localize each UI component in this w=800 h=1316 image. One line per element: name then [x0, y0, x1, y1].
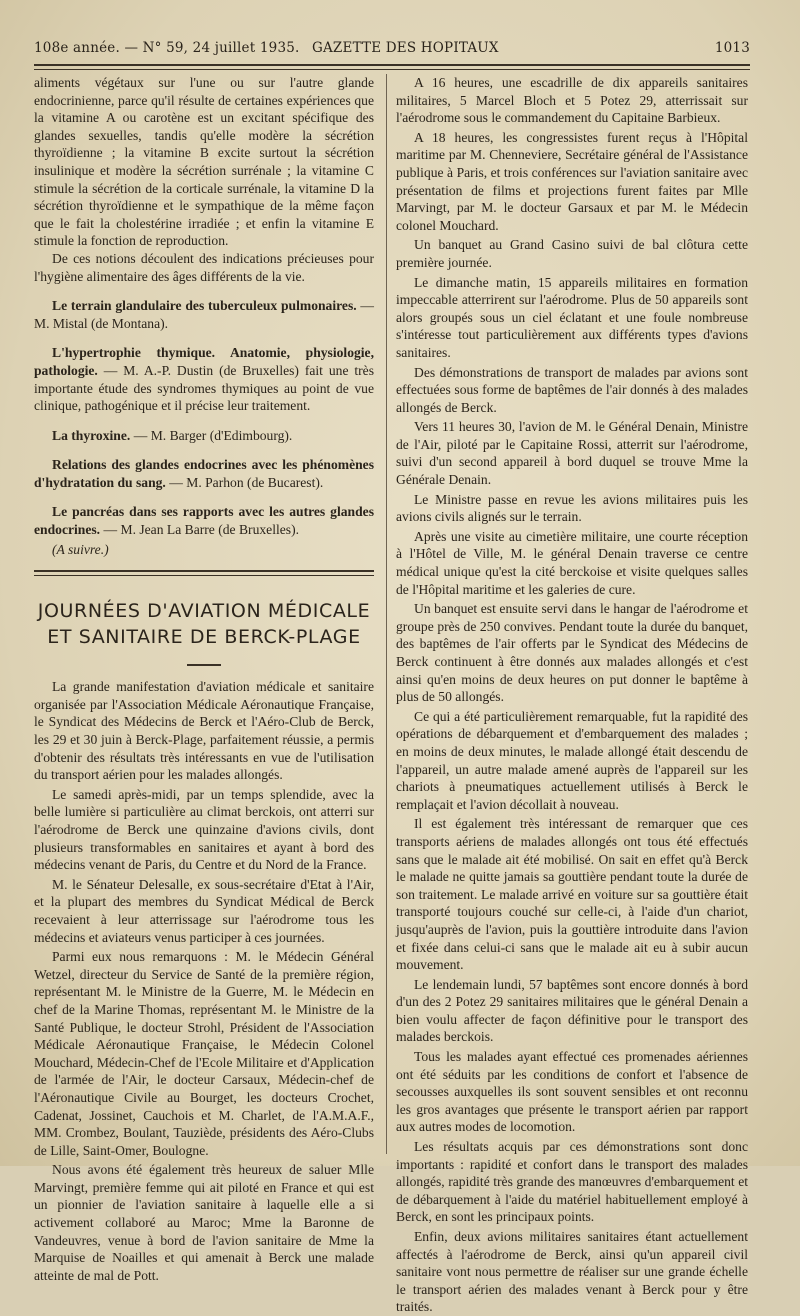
entry-hydration — [34, 456, 374, 491]
article-paragraph: Les résultats acquis par ces démonstrations sont donc importants : rapidité et confort dans le transport des malades allongés, rapidité très grande des manœuvres d'embarquement et de débarquement à l'aide du matériel habituellement employé à Berck, en sont les principaux points. — [396, 1139, 748, 1225]
right-column — [396, 74, 748, 1316]
entry-author: — M. Parhon (de Bucarest). — [169, 474, 324, 490]
to-be-continued: (A suivre.) — [52, 541, 109, 557]
article-paragraph: Ce qui a été particulièrement remarquable, fut la rapidité des opérations de débarquement et d'embarquement des malades ; en moins de deux minutes, le malade allongé était descendu de l'appareil, un autre malade amené auprès de l'appareil sur les chariots à pneumatiques actuellement utilisés à Berck le remplaçait et l'avion décollait à nouveau. — [396, 708, 748, 812]
intro-paragraph: aliments végétaux sur l'une ou sur l'autre glande endocrinienne, parce qu'il résulte de certaines expériences que la vitamine A ou carotène est un excitant spécifique des glandes sexuelles, tandis qu'elle modère la sécrétion thyroïdienne ; la vitamine B excite surtout la sécrétion insulinique et modère la sécrétion surrénale ; la vitamine C stimule la sécrétion de la corticale surrénale, la vitamine D la sécrétion thyroïdienne et le sympathique de la même façon que le fait la cholestérine irradiée ; et enfin la vitamine E stimule la fonction de reproduction. — [34, 75, 374, 249]
entry-thymus — [34, 344, 374, 414]
entry-author: — M. Jean La Barre (de Bruxelles). — [103, 522, 300, 538]
article-paragraph: Un banquet est ensuite servi dans le hangar de l'aérodrome et groupe près de 250 convives. Pendant toute la durée du banquet, des baptêmes de l'air offerts par le Syndicat des Médecins de Berck continuent à être donnés aux malades allongés et c'est ainsi qu'en moins de deux heures on put donner le baptême à plus de 50 allongés. — [396, 601, 748, 705]
article-paragraph: Après une visite au cimetière militaire, une courte réception à l'Hôtel de Ville, M. le général Denain traverse ce centre médical unique qu'est la cité berckoise et visite quelques salles de l'Hôpital maritime et les galeries de cure. — [396, 528, 748, 597]
left-column — [34, 74, 374, 1284]
entry-title: La thyroxine. — [52, 427, 131, 443]
entry-author: — M. Barger (d'Edimbourg). — [133, 427, 293, 443]
entry-terrain — [34, 297, 374, 332]
section-rule — [34, 570, 374, 576]
article-paragraph: M. le Sénateur Delesalle, ex sous-secrétaire d'Etat à l'Air, et la plupart des membres du Syndicat Médical de Berck recevaient à leur atterrissage sur l'aérodrome tous les médecins et aviateurs venus participer à ces journées. — [34, 876, 374, 945]
article-paragraph: Il est également très intéressant de remarquer que ces transports aériens de malades allongés ont tous été effectués sans que le malade ait été mobilisé. On sait en effet qu'à Berck le malade ne quitte jamais sa gouttière pendant toute la durée de son traitement. Le malade arrivé en voiture sur sa gouttière était transporté toujours couché sur celle-ci, à l'aide d'un chariot, jusqu'auprès de l'avion, puis la gouttière introduite dans l'avion et fixée dans celui-ci sans que le malade ait eu à subir aucun mouvement. — [396, 816, 748, 973]
entry-title: Relations des glandes endocrines avec les phénomènes d'hydratation du sang. — [34, 457, 374, 490]
article-paragraph: A 16 heures, une escadrille de dix appareils sanitaires militaires, 5 Marcel Bloch et 5 Potez 29, atterrissait sur l'aérodrome sous le commandement du Capitaine Barbieux. — [396, 75, 748, 126]
article-paragraph: A 18 heures, les congressistes furent reçus à l'Hôpital maritime par M. Chenneviere, Secrétaire général de l'Assistance publique à Paris, et trois conférences sur l'aviation sanitaire avec présentation de films et projections furent faites par Mlle Marvingt, par M. le docteur Garsaux et par M. le Médecin colonel Mouchard. — [396, 129, 748, 233]
journal-title: GAZETTE DES HOPITAUX — [312, 40, 499, 56]
article-paragraph: Un banquet au Grand Casino suivi de bal clôtura cette première journée. — [396, 237, 748, 270]
entry-author: — M. A.-P. Dustin (de Bruxelles) fait une très importante étude des syndromes thymiques au point de vue clinique, pathogénique et il précise leur traitement. — [34, 362, 374, 414]
article-paragraph: Enfin, deux avions militaires sanitaires étant actuellement affectés à l'aérodrome de Berck, ainsi qu'un appareil civil sanitaire vont nous permettre de réaliser sur une grande échelle le transport aérien des malades venant à Berck pour y être traités. — [396, 1229, 748, 1315]
article-title: JOURNÉES D'AVIATION MÉDICALE ET SANITAIRE DE BERCK-PLAGE — [37, 600, 371, 649]
entry-title: Le terrain glandulaire des tuberculeux pulmonaires. — [52, 298, 357, 314]
article-paragraph: Nous avons été également très heureux de saluer Mlle Marvingt, première femme qui ait piloté en France et qui est un pionnier de l'aviation sanitaire à laquelle elle a si activement collaboré au Maroc; Mme la Baronne de Vandeuvres, venue à bord de l'avion sanitaire de Mme la Marquise de Noailles et qui amenait à Berck une malade atteinte de mal de Pott. — [34, 1162, 374, 1283]
article-paragraph: Le dimanche matin, 15 appareils militaires en formation impeccable atterrirent sur l'aérodrome. Plus de 50 appareils sont alors groupés sous un ciel éclatant et une foule nombreuse s'intéresse tout particulièrement aux différents types d'avions sanitaires. — [396, 274, 748, 360]
issue-info: 108e année. — N° 59, 24 juillet 1935. — [34, 40, 300, 56]
page-header — [34, 40, 750, 62]
page-number: 1013 — [714, 40, 750, 56]
article-paragraph: Vers 11 heures 30, l'avion de M. le Général Denain, Ministre de l'Air, piloté par le Capitaine Rossi, atterrit sur l'aérodrome, suivi d'un second appareil à bord duquel se trouve Mme la Générale Denain. — [396, 419, 748, 488]
entry-title: L'hypertrophie thymique. Anatomie, physiologie, pathologie. — [34, 345, 374, 378]
title-rule — [187, 664, 221, 666]
article-paragraph: Le lendemain lundi, 57 baptêmes sont encore donnés à bord d'un des 2 Potez 29 sanitaires militaires que le général Denain a bien voulu affecter de façon définitive pour le transport des malades berckois. — [396, 976, 748, 1045]
entry-title: Le pancréas dans ses rapports avec les autres glandes endocrines. — [34, 504, 374, 538]
intro-paragraph-2: De ces notions découlent des indications précieuses pour l'hygiène alimentaire des âges différents de la vie. — [34, 250, 374, 284]
article-paragraph: La grande manifestation d'aviation médicale et sanitaire organisée par l'Association Médicale Aéronautique Française, le Syndicat des Médecins de Berck et l'Aéro-Club de Berck, les 29 et 30 juin à Berck-Plage, parfaitement réussie, a permis d'obtenir des résultats très intéressants en vue de l'utilisation du transport aérien pour les malades allongés. — [34, 679, 374, 783]
article-paragraph: Parmi eux nous remarquons : M. le Médecin Général Wetzel, directeur du Service de Santé de la première région, représentant M. le Ministre de la Guerre, M. le Médecin en chef de la Marine Thomas, représentant M. le Ministre de la Santé Publique, le docteur Strohl, Président de l'Association Médicale Aéronautique Française, le Médecin Colonel Mouchard, Médecin-Chef de l'Ecole Militaire et d'Application de l'armée de l'Air, le docteur Carsaux, Médecin-chef de l'Aéronautique Civile au Bourget, les docteurs Crochet, Cadenat, Jossinet, Cauchois et M. Charlet, de l'A.M.A.F., MM. Crombez, Boulant, Tauziède, présidents des Aéro-Clubs de Lille, Saint-Omer, Boulogne. — [34, 949, 374, 1158]
article-paragraph: Le samedi après-midi, par un temps splendide, avec la belle lumière si particulière au climat berckois, ont atterri sur l'aérodrome de Berck une quinzaine d'avions civils, dont plusieurs transformables en sanitaires et ayant à bord des médecins venant de Paris, du Centre et du Nord de la France. — [34, 786, 374, 873]
article-paragraph: Des démonstrations de transport de malades par avions sont effectuées sous forme de baptêmes de l'air donnés à des malades allongés de Berck. — [396, 364, 748, 415]
entry-pancreas — [34, 503, 374, 538]
article-paragraph: Tous les malades ayant effectué ces promenades aériennes ont été séduits par les conditions de confort et l'absence de secousses auxquelles ils sont souvent sensibles et ont reconnu les gros avantages que présente le transport aérien par rapport aux autres modes de locomotion. — [396, 1049, 748, 1135]
entry-thyroxine — [34, 427, 374, 445]
header-rule-thin — [34, 69, 750, 70]
entry-author: — M. Mistal (de Montana). — [34, 298, 374, 331]
article-paragraph: Le Ministre passe en revue les avions militaires puis les avions civils alignés sur le terrain. — [396, 491, 748, 525]
header-rule — [34, 64, 750, 66]
column-divider — [386, 74, 387, 1154]
